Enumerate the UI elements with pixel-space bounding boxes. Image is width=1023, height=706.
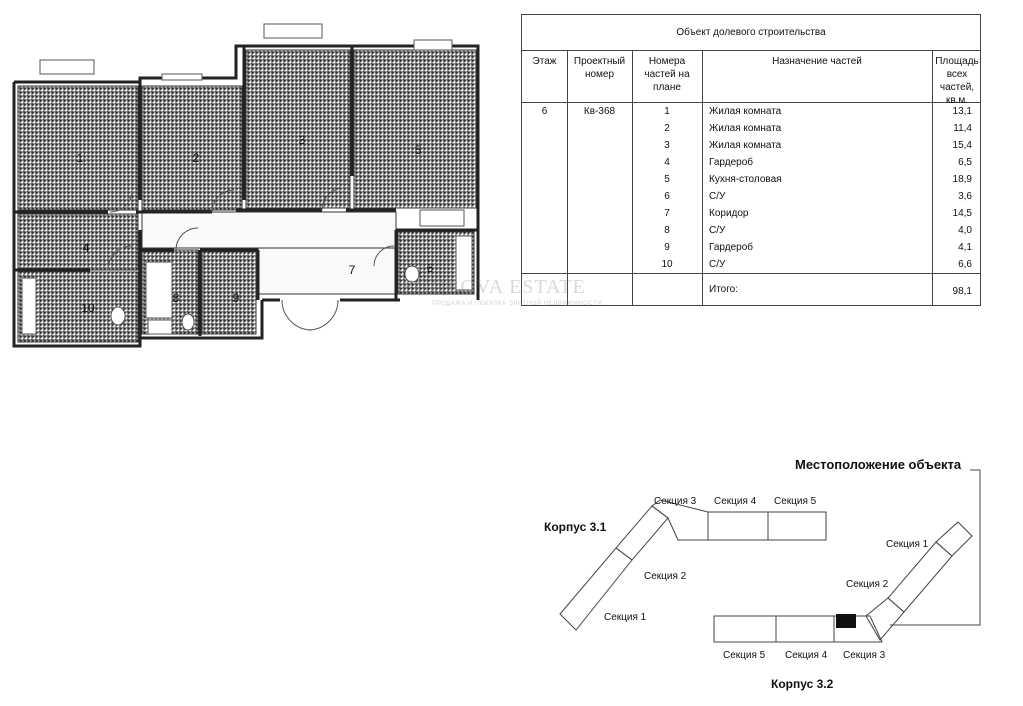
header-parts-number: Номера частей на плане — [644, 56, 690, 93]
section-label: Секция 5 — [774, 496, 817, 507]
watermark-brand: EGOROVA ESTATE — [402, 276, 586, 298]
header-project-number: Проектный номер — [573, 56, 626, 80]
location-title: Местоположение объекта — [795, 457, 962, 472]
header-floor: Этаж — [532, 56, 557, 67]
watermark-tagline: ПРОДАЖА И ПОКУПКА ЭЛИТНОЙ НЕДВИЖИМОСТИ — [432, 301, 603, 307]
room-label: 3 — [298, 133, 306, 147]
building-3-2-label: Корпус 3.2 — [771, 677, 834, 691]
section-label: Секция 4 — [714, 496, 757, 507]
total-label: Итого: — [709, 284, 738, 295]
section-label: Секция 5 — [723, 650, 766, 661]
section-label: Секция 3 — [843, 650, 886, 661]
room-label: 8 — [172, 291, 180, 305]
section-label: Секция 2 — [846, 579, 889, 590]
apartment-table: Объект долевого строительства Этаж Проектный номер Номера частей на плане Назначение частей Площадь всех частей, кв.м. 6 Кв-368 1 Жилая комната 13,1 2 Жилая комната 11,4 3 Жилая комната 15,4 4 Гардероб 6,5 5 Кухня-столовая 18,9 6 С/У 3,6 7 Коридор 14,5 8 С/У 4,0 9 Гардероб 4,1 10 С/У 6,6 Итого: 98,1 — [521, 14, 981, 306]
section-label: Секция 1 — [604, 612, 647, 623]
table-title: Объект долевого строительства — [522, 15, 980, 51]
room-label: 1 — [76, 151, 84, 165]
object-marker — [836, 614, 856, 628]
room-label: 5 — [414, 143, 422, 157]
building-3-1-label: Корпус 3.1 — [544, 520, 607, 534]
room-label: 6 — [426, 261, 434, 275]
section-label: Секция 2 — [644, 571, 687, 582]
section-label: Секция 1 — [886, 539, 929, 550]
header-area: Площадь всех частей, кв.м. — [935, 56, 979, 106]
room-label: 2 — [192, 151, 200, 165]
room-label: 9 — [232, 291, 240, 305]
apartment-number: Кв-368 — [583, 106, 616, 117]
floor-value: 6 — [541, 106, 548, 117]
room-label: 7 — [348, 263, 356, 277]
header-purpose: Назначение частей — [772, 56, 862, 67]
room-label: 10 — [81, 301, 95, 315]
room-label: 4 — [82, 241, 90, 255]
section-label: Секция 4 — [785, 650, 828, 661]
total-value: 98,1 — [952, 286, 972, 297]
section-label: Секция 3 — [654, 496, 697, 507]
